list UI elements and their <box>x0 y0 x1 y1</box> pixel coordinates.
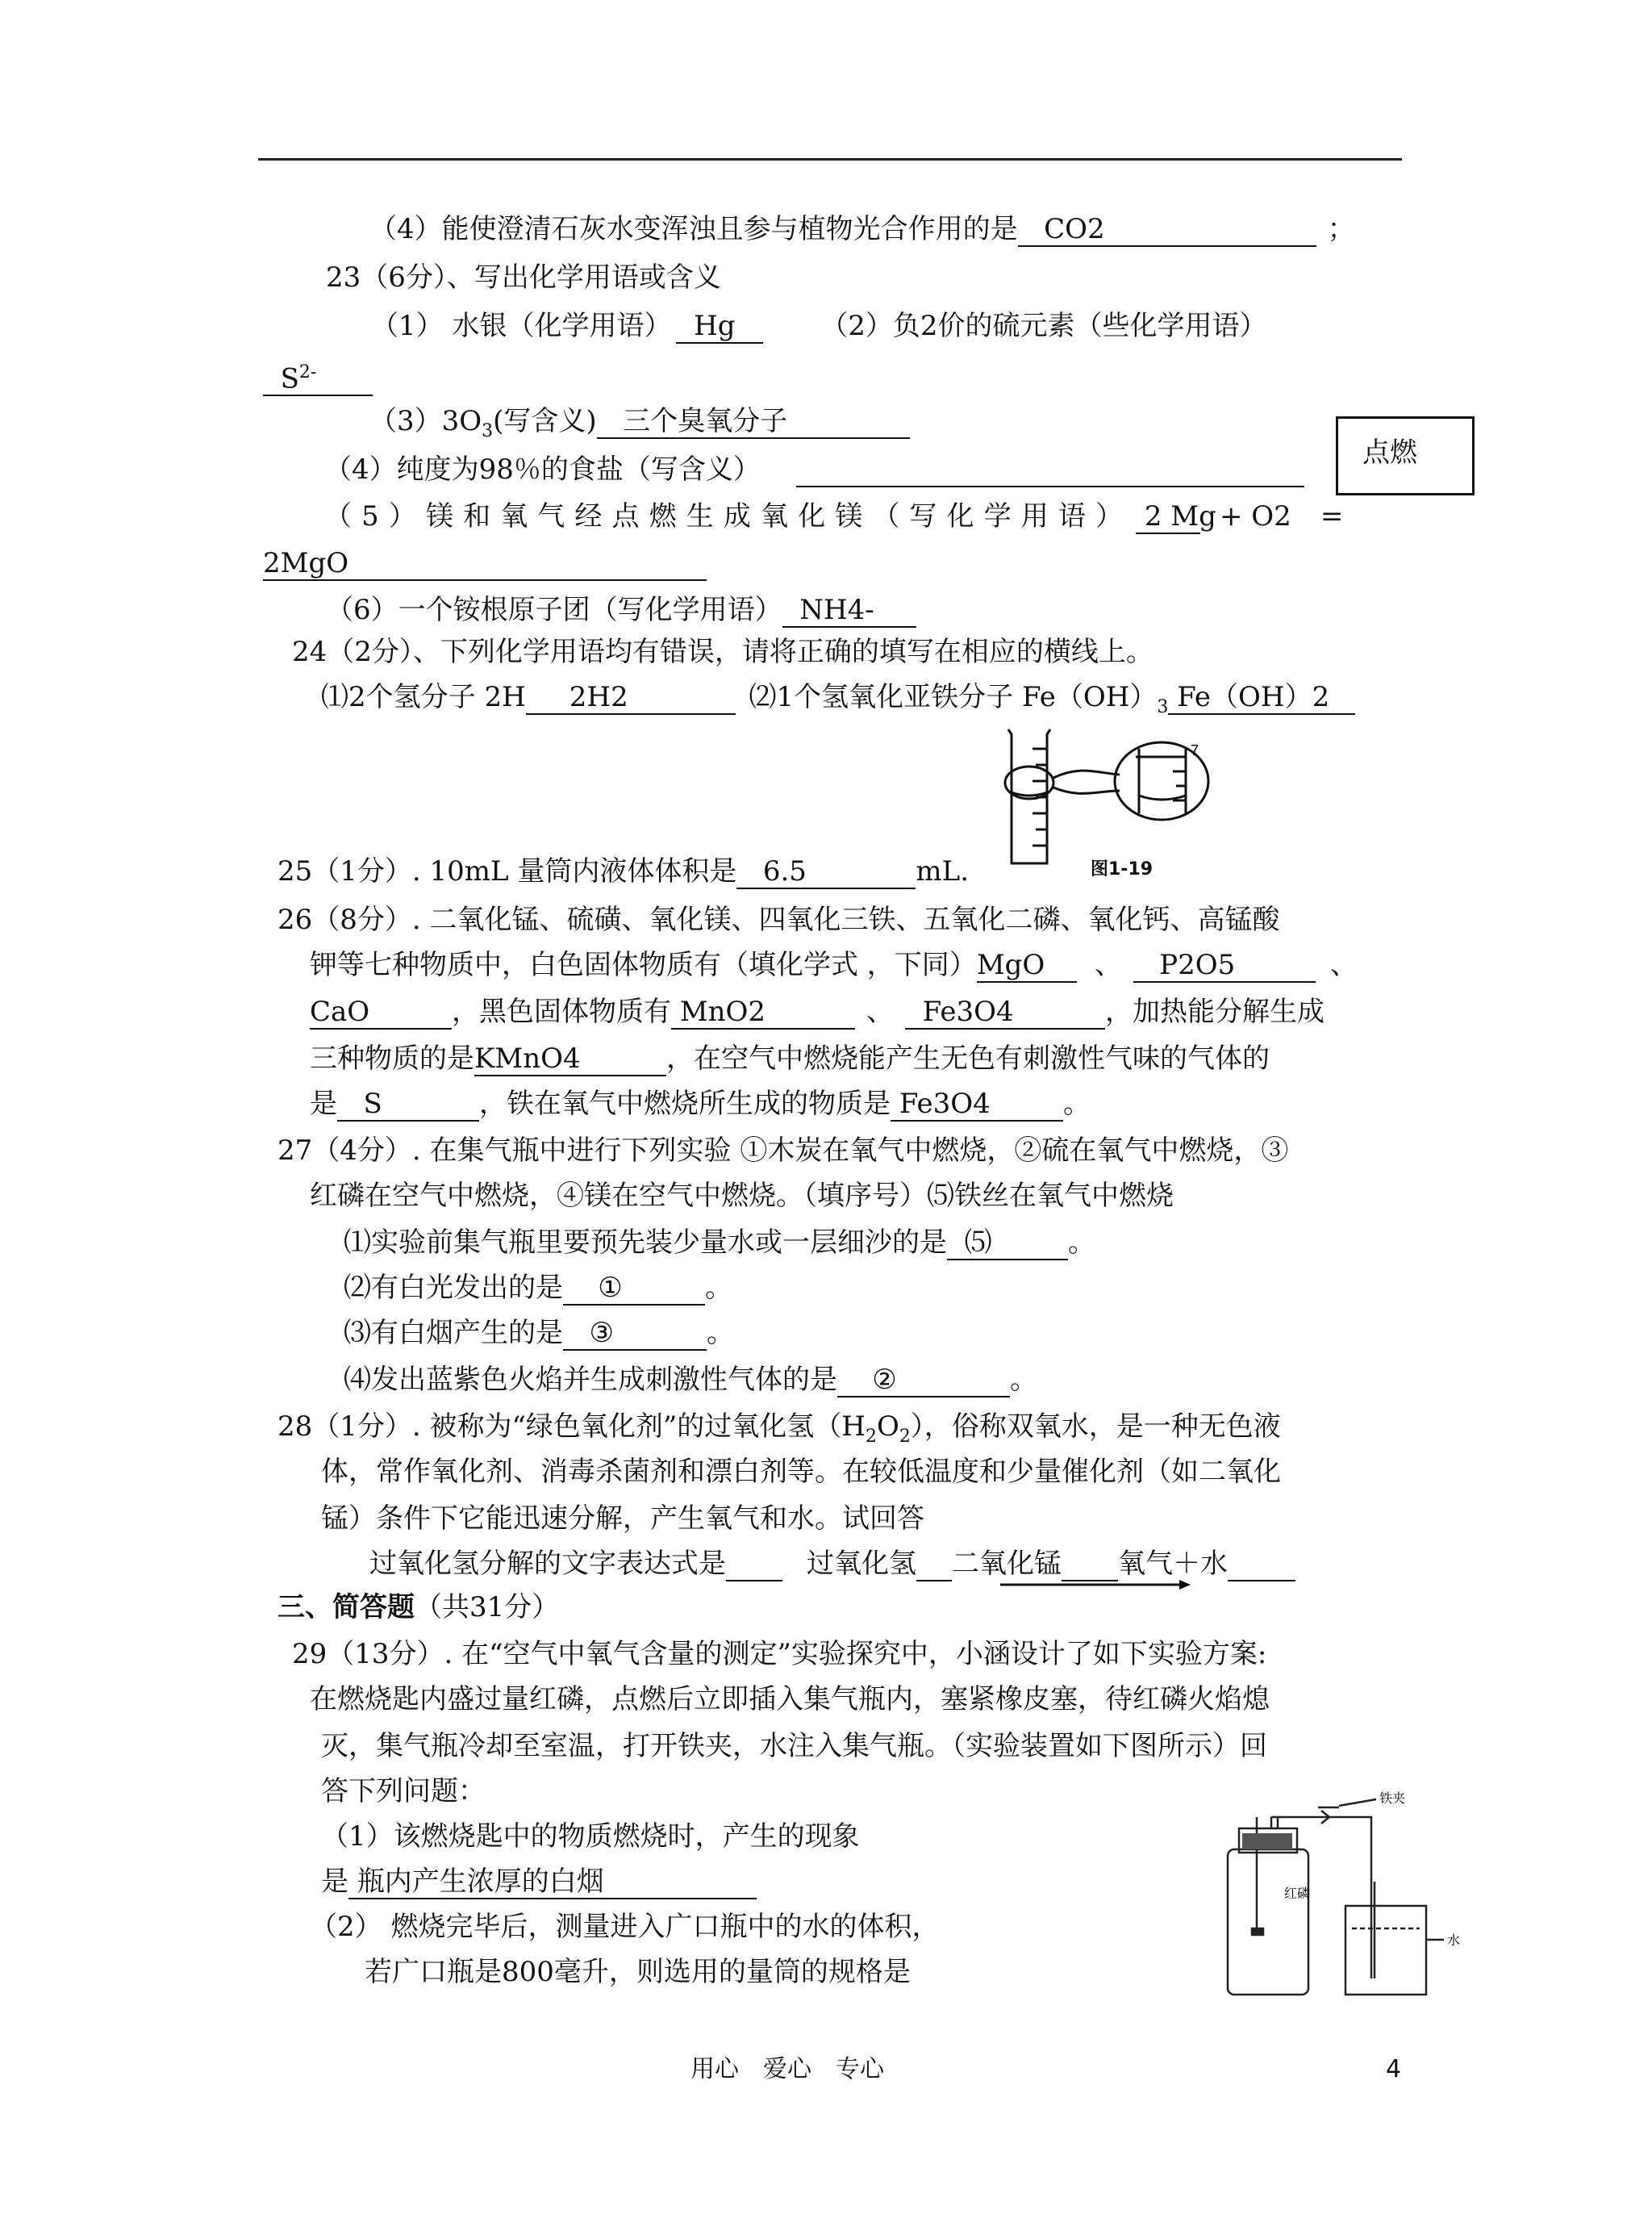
q26-line-2: 钾等七种物质中，白色固体物质有（填化学式 ，下同）MgO 、 P2O5 、 <box>310 949 1358 981</box>
q27-sub-2: ⑵有白光发出的是 ① 。 <box>344 1272 732 1304</box>
q26-line-1: 26（8分）. 二氧化锰、硫磺、氧化镁、四氧化三铁、五氧化二磷、氧化钙、高锰酸 <box>277 904 1280 936</box>
answer-blank: $S^{2-}$ <box>263 357 373 396</box>
answer-blank: MgO <box>977 949 1077 983</box>
answer-blank: Fe3O4 <box>905 996 1105 1030</box>
graduated-cylinder-figure <box>1000 725 1226 870</box>
answer-blank: ③ <box>563 1317 707 1351</box>
q24-parts: ⑴2个氢分子 2H 2H2 ⑵1个氢氧化亚铁分子 $Fe(OH)_3$ Fe（OH）2 <box>321 679 1355 725</box>
q29-line-1: 29（13分）. 在“空气中氧气含量的测定”实验探究中，小涵设计了如下实验方案: <box>292 1638 1267 1670</box>
q27-sub-1: ⑴实验前集气瓶里要预先装少量水或一层细沙的是 ⑸ 。 <box>344 1226 1095 1259</box>
answer-blank: MnO2 <box>671 996 855 1030</box>
q29-sub-2-line-2: 若广口瓶是800毫升，则选用的量筒的规格是 <box>365 1956 911 1988</box>
section-3-heading: 三、简答题（共31分） <box>277 1591 560 1623</box>
q24-title: 24（2分）、下列化学用语均有错误，请将正确的填写在相应的横线上。 <box>292 636 1153 668</box>
answer-blank: S <box>337 1088 479 1122</box>
answer-blank: 三个臭氧分子 <box>597 405 910 439</box>
reaction-arrow <box>1000 1577 1194 1593</box>
answer-blank: KMnO4 <box>474 1042 666 1076</box>
q23-line-4: （4）纯度为98％的食盐（写含义） <box>324 452 1304 487</box>
q27-sub-3: ⑶有白烟产生的是 ③ 。 <box>344 1317 734 1349</box>
answer-blank: 2MgO <box>263 547 707 581</box>
q26-line-5: 是 S ，铁在氧气中燃烧所生成的物质是 Fe3O4 。 <box>310 1088 1091 1120</box>
q25-line: 25（1分）. 10mL 量筒内液体体积是 6.5 mL. <box>277 855 970 888</box>
answer-blank: 2 Mg <box>1136 500 1200 534</box>
q29-sub-2: （2） 燃烧完毕后，测量进入广口瓶中的水的体积， <box>310 1911 940 1943</box>
q23-line-2-answer <box>263 357 373 396</box>
answer-blank <box>1228 1548 1295 1581</box>
q23-line-5: （5）镁和氧气经点燃生成氧化镁（写化学用语） 2 Mg + O2 = <box>324 500 1344 533</box>
answer-blank: CaO <box>310 996 452 1030</box>
q22-line-4: （4）能使澄清石灰水变浑浊且参与植物光合作用的是 CO2 ； <box>369 213 1355 245</box>
answer-blank: NH4- <box>782 594 916 628</box>
answer-blank: 2H2 <box>526 681 736 715</box>
q29-sub-1-answer: 是 瓶内产生浓厚的白烟 <box>321 1864 757 1899</box>
q29-line-2: 在燃烧匙内盛过量红磷，点燃后立即插入集气瓶内，塞紧橡皮塞，待红磷火焰熄 <box>310 1683 1270 1715</box>
answer-blank: Fe3O4 <box>891 1088 1063 1122</box>
footer-motto: 用心 爱心 专心 <box>690 2055 884 2083</box>
ignite-condition-box: 点燃 <box>1336 416 1475 495</box>
clamp-label: 铁夹 <box>1379 1792 1406 1806</box>
q29-line-4: 答下列问题： <box>321 1775 486 1807</box>
figure-label-1-19: 图1-19 <box>1091 859 1153 879</box>
q29-line-3: 灭，集气瓶冷却至室温，打开铁夹，水注入集气瓶。（实验装置如下图所示）回 <box>321 1730 1267 1762</box>
q27-line-2: 红磷在空气中燃烧，④镁在空气中燃烧。（填序号）⑸铁丝在氧气中燃烧 <box>310 1180 1174 1212</box>
q26-line-3: CaO ，黑色固体物质有 MnO2 、 Fe3O4 ，加热能分解生成 <box>310 996 1325 1028</box>
q28-line-3: 锰）条件下它能迅速分解，产生氧气和水。试回答 <box>321 1502 924 1535</box>
catalyst-label: 二氧化锰 <box>952 1548 1062 1580</box>
q23-title: 23（6分）、写出化学用语或含义 <box>326 261 721 294</box>
answer-blank: 6.5 <box>736 855 916 889</box>
answer-blank: ① <box>563 1272 705 1306</box>
q23-line-1: （1） 水银（化学用语） Hg （2）负2价的硫元素（些化学用语） <box>371 310 1267 342</box>
phosphorus-label: 红磷 <box>1284 1887 1311 1901</box>
answer-blank: ⑸ <box>947 1226 1068 1260</box>
answer-blank <box>796 453 1304 487</box>
q28-line-1: 28（1分）. 被称为“绿色氧化剂”的过氧化氢$(H_2O_2)$，俗称双氧水，是一种无色液 <box>277 1410 1281 1447</box>
svg-text:7: 7 <box>1191 742 1199 758</box>
oxygen-content-apparatus-figure <box>1210 1793 1484 2003</box>
q27-sub-4: ⑷发出蓝紫色火焰并生成刺激性气体的是 ② 。 <box>344 1364 1037 1396</box>
answer-blank: 瓶内产生浓厚的白烟 <box>348 1865 757 1899</box>
q26-line-4: 三种物质的是KMnO4 ，在空气中燃烧能产生无色有刺激性气味的气体的 <box>310 1042 1270 1075</box>
header-rule <box>258 158 1402 161</box>
q27-line-1: 27（4分）. 在集气瓶中进行下列实验 ①木炭在氧气中燃烧，②硫在氧气中燃烧，③ <box>277 1134 1289 1167</box>
answer-blank <box>916 1548 952 1581</box>
q28-line-2: 体，常作氧化剂、消毒杀菌剂和漂白剂等。在较低温度和少量催化剂（如二氧化 <box>321 1456 1281 1488</box>
answer-blank: Hg <box>676 310 763 344</box>
water-label: 水 <box>1447 1934 1461 1948</box>
answer-blank: P2O5 <box>1133 949 1316 983</box>
q23-line-5-continued <box>263 545 707 581</box>
answer-blank <box>726 1548 782 1581</box>
q23-line-3: $(3)3O_3$(写含义) 三个臭氧分子 <box>369 403 910 449</box>
answer-blank: Fe（OH）2 <box>1168 681 1355 715</box>
q29-sub-1: （1）该燃烧匙中的物质燃烧时，产生的现象 <box>321 1820 860 1853</box>
q23-line-6: （6）一个铵根原子团（写化学用语） NH4- <box>326 592 916 628</box>
q28-word-equation: 过氧化氢分解的文字表达式是 过氧化氢 二氧化锰 氧气＋水 <box>369 1546 1295 1581</box>
answer-blank: ② <box>837 1364 1010 1398</box>
page-number: 4 <box>1386 2055 1402 2083</box>
answer-blank: CO2 <box>1018 213 1316 247</box>
